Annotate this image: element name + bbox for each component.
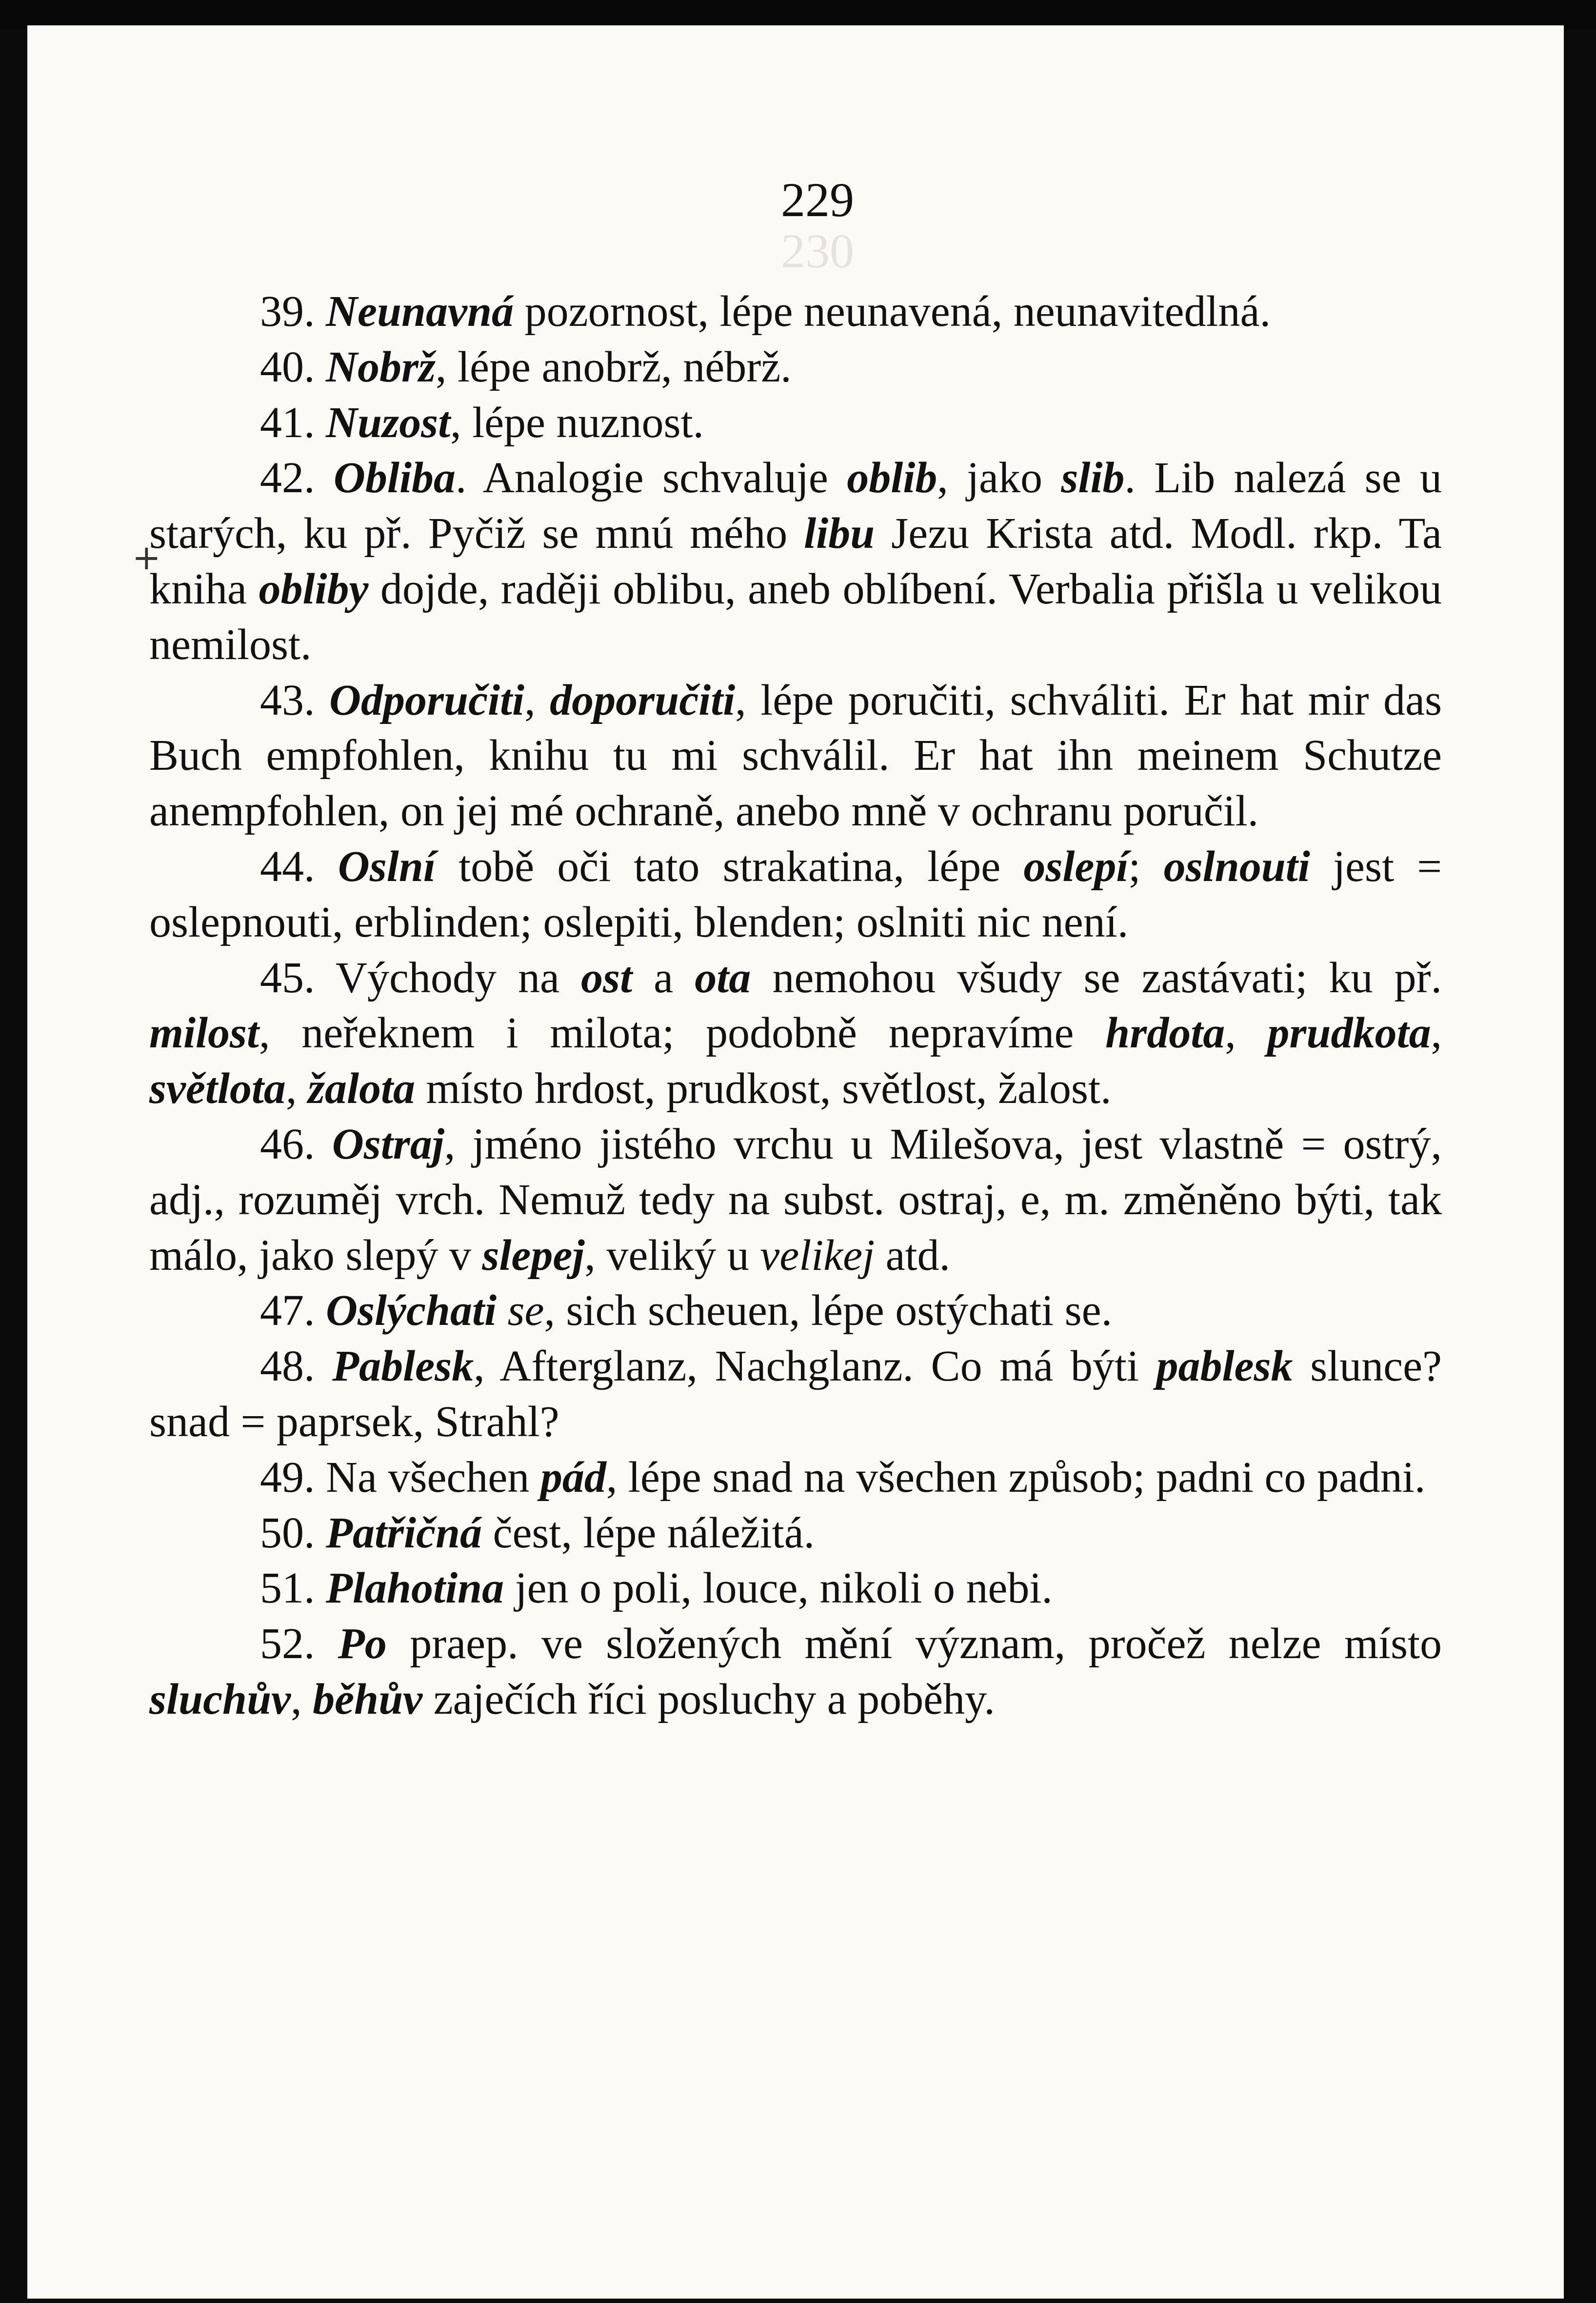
bleed-through-page-number: 230 [781,224,854,278]
headword: ota [695,953,751,1002]
headword: Oslní [338,842,436,891]
entry-48 [149,1339,1442,1450]
entry-text: Jezu Krista atd. Modl. rkp. Ta kniha [149,509,1442,613]
entry-number: 41. [260,398,315,447]
entry-text: čest, lépe náležitá. [482,1508,815,1557]
entry-text: jest = oslepnouti, erblinden; oslepiti, blenden; oslniti nic není. [149,842,1442,946]
entry-number: 51. [260,1564,315,1613]
entry-text: , [285,1064,308,1113]
headword: Nuzost [326,398,451,447]
headword: prudkota [1267,1009,1431,1058]
entry-43 [149,673,1442,839]
entry-text: Východy na [335,953,581,1002]
entry-text: a [632,953,695,1002]
headword: Oslýchati [326,1286,497,1335]
entry-number: 46. [260,1120,315,1168]
entry-text: tobě oči tato strakatina, lépe [435,842,1024,891]
entry-text: dojde, raději oblibu, aneb oblíbení. Verbalia přišla u velikou nemilost. [149,564,1442,669]
entry-46 [149,1117,1442,1283]
headword: běhův [313,1675,423,1723]
entry-39 [149,284,1442,340]
headword: pablesk [1156,1342,1293,1391]
entry-text: zaječích říci posluchy a poběhy. [422,1675,995,1723]
entry-text: , [1225,1009,1268,1058]
entry-text [497,1286,508,1335]
entry-49 [149,1450,1442,1505]
entry-number: 52. [260,1620,315,1668]
headword: milost [149,1009,259,1058]
entry-number: 44. [260,842,315,891]
entry-number: 47. [260,1286,315,1335]
entry-44 [149,839,1442,950]
entry-40 [149,340,1442,395]
headword: Patřičná [326,1508,482,1557]
italic-word: velikej [760,1231,875,1280]
entry-41 [149,395,1442,451]
entry-text: slunce? snad = paprsek, Strahl? [149,1342,1442,1446]
page-number: 229 [781,173,854,227]
headword: Nobrž [326,342,436,391]
entry-text: ; [1128,842,1164,891]
entry-47 [149,1283,1442,1339]
entry-text: praep. ve složených mění význam, pročež nelze místo [386,1620,1442,1668]
headword: obliby [259,564,369,613]
headword: Neunavná [326,287,514,336]
entry-text: Na všechen [326,1453,540,1502]
entry-number: 48. [260,1342,315,1391]
entry-51 [149,1561,1442,1616]
entry-text: . Analogie schvaluje [455,454,847,502]
entry-text: , jako [937,454,1061,502]
headword: žalota [307,1064,415,1113]
entry-50 [149,1505,1442,1561]
entry-text: , [1431,1009,1442,1058]
entry-number: 45. [260,953,315,1002]
entry-text: místo hrdost, prudkost, světlost, žalost. [415,1064,1112,1113]
book-page [27,25,1564,2299]
entry-number: 43. [260,676,315,724]
entry-text: , lépe nuznost. [450,398,704,447]
entry-text: , [291,1675,313,1723]
headword: Ostraj [332,1120,444,1168]
headword: Odporučiti [329,676,525,724]
entry-text: , lépe snad na všechen způsob; padni co padni. [606,1453,1426,1502]
entry-52 [149,1616,1442,1727]
headword: oslepí [1023,842,1129,891]
entry-text: atd. [875,1231,951,1280]
headword: libu [804,509,875,558]
entry-text: , jméno jistého vrchu u Milešova, jest vlastně = ostrý, adj., rozuměj vrch. Nemuž tedy na subst. ostraj, e, m. změněno býti, tak málo, jako slepý v [149,1120,1442,1280]
entry-text: , lépe poručiti, schváliti. Er hat mir das Buch empfohlen, knihu tu mi schválil. Er hat ihn meinem Schutze anempfohlen, on jej mé ochraně, anebo mně v ochranu poručil. [149,676,1442,836]
headword: sluchův [149,1675,291,1723]
entry-42 [149,450,1442,672]
entry-number: 40. [260,342,315,391]
headword: Po [338,1620,387,1668]
entry-text: , neřeknem i milota; podobně nepravíme [259,1009,1106,1058]
entry-number: 42. [260,454,315,502]
margin-cross-mark: + [132,538,161,578]
italic-word: se [507,1286,544,1335]
headword: pád [540,1453,606,1502]
headword: hrdota [1105,1009,1225,1058]
headword: slib [1061,454,1125,502]
entry-text: , Afterglanz, Nachglanz. Co má býti [474,1342,1157,1391]
entry-text: , veliký u [584,1231,760,1280]
headword: světlota [149,1064,286,1113]
entry-45 [149,950,1442,1117]
entry-text: , sich scheuen, lépe ostýchati se. [544,1286,1113,1335]
headword: Pablesk [332,1342,474,1391]
entry-text: jen o poli, louce, nikoli o nebi. [504,1564,1053,1613]
headword: doporučiti [550,676,736,724]
entry-text: , lépe anobrž, nébrž. [436,342,792,391]
entry-text: nemohou všudy se zastávati; ku př. [751,953,1442,1002]
headword: Plahotina [326,1564,504,1613]
entry-number: 39. [260,287,315,336]
headword: oslnouti [1163,842,1310,891]
headword: oblib [847,454,938,502]
glossary-text [149,284,1442,1727]
headword: ost [581,953,633,1002]
entry-text: , [524,676,550,724]
entry-text: pozornost, lépe neunavená, neunavitedlná. [514,287,1271,336]
entry-number: 50. [260,1508,315,1557]
entry-number: 49. [260,1453,315,1502]
entry-text: . Lib nalezá se u starých, ku př. Pyčiž se mnú mého [149,454,1442,558]
scan-frame [0,0,1596,29]
headword: slepej [482,1231,585,1280]
headword: Obliba [333,454,456,502]
